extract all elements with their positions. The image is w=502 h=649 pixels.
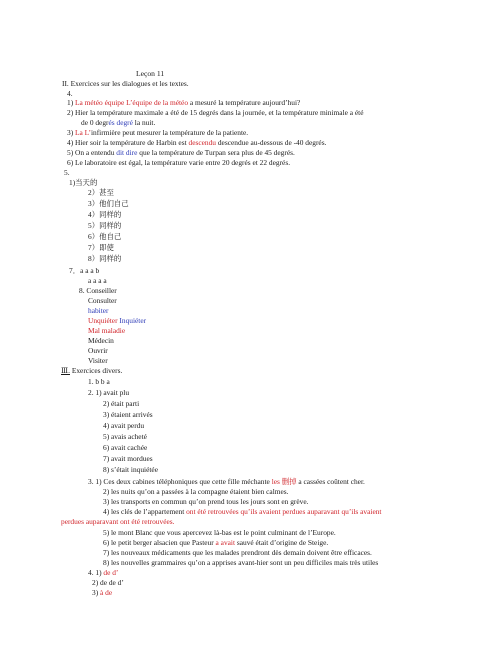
s3-ex3-line-5: 5) le mont Blanc que vous apercevez là-bas est le point culminant de l’Europe.: [103, 528, 336, 537]
s3-ex2-item: 7) avait mordues: [103, 454, 153, 463]
correction-blue: dit dire: [116, 148, 138, 157]
s3-ex4-line-2: 2) de de d’: [92, 578, 124, 587]
ex8-word-correction: maladie: [99, 326, 126, 335]
answer-text: 3): [92, 588, 101, 597]
correction-red: à de: [100, 588, 113, 597]
ex5-item: 6）他自己: [88, 232, 122, 241]
s3-ex2-head: 2. 1) avait plu: [88, 388, 130, 397]
exercise-7-line-a: 7．a a a b: [69, 266, 100, 275]
answer-text: 4) Hier soir la température de Harbin est: [67, 138, 189, 147]
s3-ex3-line-4a: [103, 507, 381, 517]
answer-text: sauvé était d’origine de Steige.: [235, 538, 329, 547]
s3-ex3-line-3: 3) les transports en commun qu’on prend tous les jours sont en grève.: [103, 497, 309, 506]
ex5-item: 3）他们自己: [88, 199, 129, 208]
section-2-heading: II. Exercices sur les dialogues et les textes.: [62, 79, 189, 88]
section-3-title: Exercices divers.: [69, 366, 123, 375]
correction-red: de d’: [103, 568, 119, 577]
ex8-word-correction: Inquiéter: [117, 316, 147, 325]
answer-line-2a: 2) Hier la température maximale a été de 15 degrés dans la journée, et la température minimale a été: [67, 108, 364, 117]
correction-blue: és degré: [108, 118, 133, 127]
s3-ex2-item: 5) avais acheté: [103, 432, 147, 441]
s3-ex3-line-7: 7) les nouveaux médicaments que les malades prendront dès demain doivent être efficaces.: [103, 548, 372, 557]
s3-ex2-item: 4) avait perdu: [103, 421, 145, 430]
ex8-word-row: [88, 326, 125, 336]
s3-ex3-line-1: [88, 477, 365, 487]
answer-text: a cassées coûtent cher.: [296, 477, 365, 486]
answer-line-4: [67, 138, 326, 148]
s3-ex4-line-3: [92, 588, 112, 598]
s3-ex3-line-2: 2) les nuits qu’on a passées à la compagne étaient bien calmes.: [103, 487, 289, 496]
correction-wrong: La météo équipe: [75, 98, 125, 107]
answer-number: 3): [67, 128, 76, 137]
s3-ex3-line-6: [103, 538, 328, 548]
correction-red: les 删掉: [271, 477, 297, 486]
ex8-word: Mal: [88, 326, 100, 335]
ex5-item: 2）甚至: [88, 188, 114, 197]
answer-text: 4. 1): [88, 568, 104, 577]
exercise-5-number: 5.: [64, 168, 70, 177]
answer-text: de 0 degr: [81, 118, 109, 127]
correction-wrong: descendu: [188, 138, 216, 147]
correction-red: a avait: [215, 538, 236, 547]
answer-text: 4) les clés de l’appartement: [103, 507, 187, 516]
correction-wrong: La: [75, 128, 83, 137]
answer-text: la nuit.: [132, 118, 156, 127]
s3-ex2-item: 2) était parti: [103, 399, 140, 408]
ex8-word: Unquiéter: [88, 316, 118, 325]
answer-line-2b: [81, 118, 155, 128]
s3-ex2-item: 8) s’était inquiétée: [103, 465, 158, 474]
s3-ex3-line-4b: perdues auparavant ont été retrouvées.: [61, 517, 175, 526]
exercise-7-line-b: a a a a: [88, 276, 107, 285]
correction-right: L’: [82, 128, 91, 137]
ex8-word-row: [88, 316, 146, 326]
correction-right: L’équipe de la météo: [124, 98, 189, 107]
lesson-title: Leçon 11: [136, 69, 165, 78]
ex8-word: Médecin: [88, 336, 114, 345]
answer-text: 3. 1) Ces deux cabines téléphoniques que cette fille méchante: [88, 477, 272, 486]
answer-text: descendue au-dessous de -40 degrés.: [216, 138, 327, 147]
exercise-4-number: 4.: [67, 89, 73, 98]
ex5-item: 8）同样的: [88, 254, 122, 263]
ex5-item: 5）同样的: [88, 221, 122, 230]
s3-ex2-item: 3) étaient arrivés: [103, 410, 153, 419]
s3-ex2-item: 6) avait cachée: [103, 443, 148, 452]
exercise-8-head: 8. Conseiller: [79, 286, 117, 295]
ex8-word: Ouvrir: [88, 346, 108, 355]
s3-ex3-line-8: 8) les nouvelles grammaires qu’on a apprises avant-hier sont un peu difficiles mais très utiles: [103, 558, 379, 567]
s3-ex4-line-1: [88, 568, 118, 578]
section-3-number: Ⅲ.: [61, 366, 70, 375]
answer-text: a mesuré la température aujourd’hui?: [188, 98, 301, 107]
ex8-word: Consulter: [88, 296, 117, 305]
answer-line-6: 6) Le laboratoire est égal, la température varie entre 20 degrés et 22 degrés.: [67, 158, 291, 167]
ex8-word: habiter: [88, 306, 109, 315]
answer-text: 6) le petit berger alsacien que Pasteur: [103, 538, 216, 547]
section-3-heading: [61, 366, 122, 376]
ex5-item: 4）同样的: [88, 210, 122, 219]
correction-red: ont été retrouvées qu’ils avaient perdues auparavant qu’ils avaient: [186, 507, 382, 516]
answer-number: 1): [67, 98, 76, 107]
answer-text: que la température de Turpan sera plus de 45 degrés.: [137, 148, 295, 157]
answer-text: 5) On a entendu: [67, 148, 117, 157]
answer-text: infirmière peut mesurer la température de la patiente.: [90, 128, 249, 137]
ex5-item: 1)当天的: [69, 178, 98, 187]
s3-ex1: 1. b b a: [88, 377, 110, 386]
answer-line-1: [67, 98, 300, 108]
ex8-word: Visiter: [88, 356, 108, 365]
answer-line-5: [67, 148, 295, 158]
answer-line-3: [67, 128, 248, 138]
ex5-item: 7）即使: [88, 243, 114, 252]
